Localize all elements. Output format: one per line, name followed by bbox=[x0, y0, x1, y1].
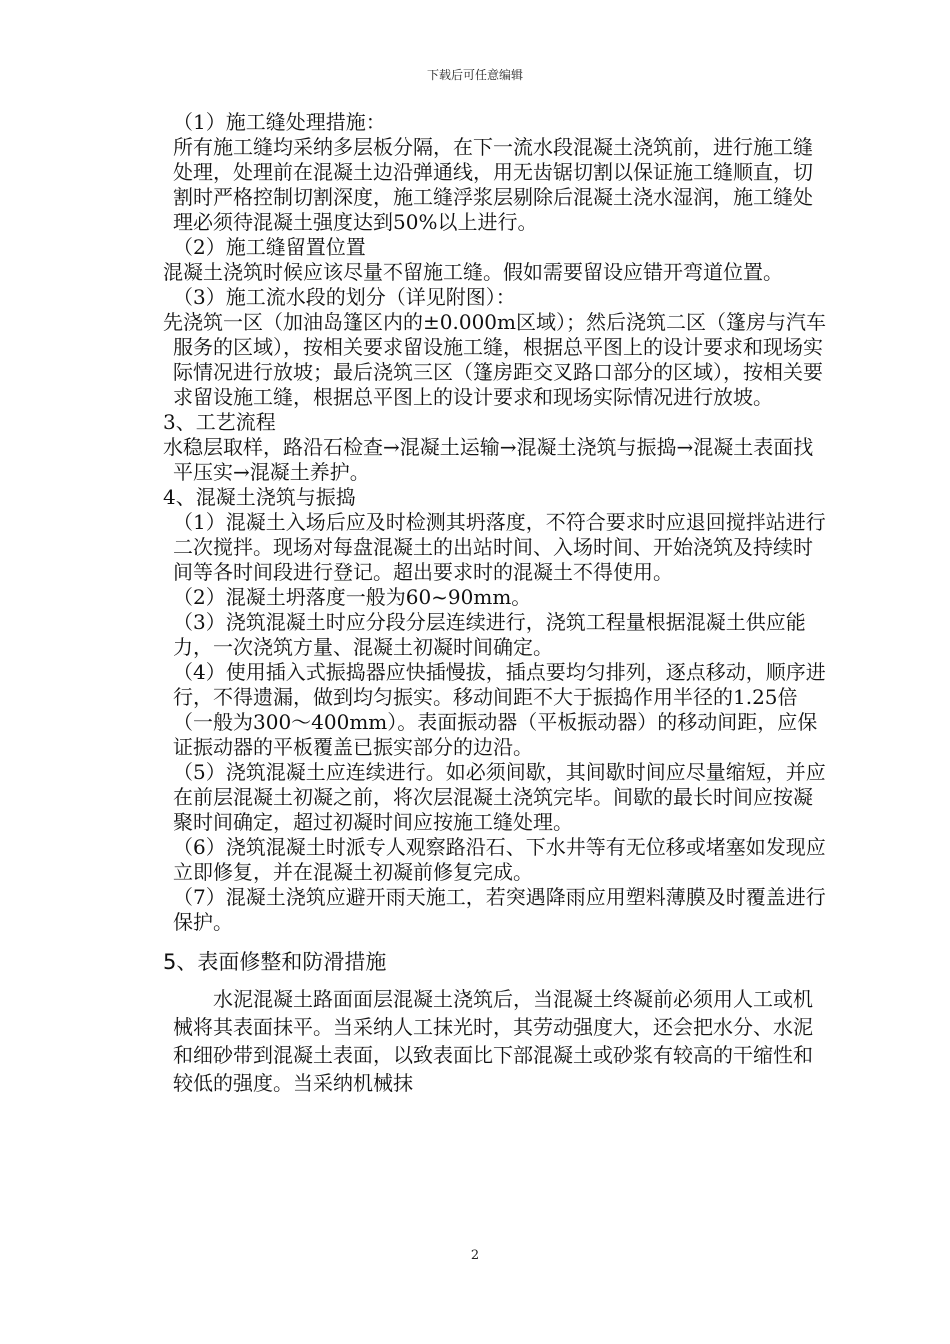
paragraph: （5）浇筑混凝土应连续进行。如必须间歇，其间歇时间应尽量缩短，并应在前层混凝土初凝之前，将次层混凝土浇筑完毕。间歇的最长时间应按凝聚时间确定，超过初凝时间应按施工缝处理。 bbox=[173, 760, 826, 834]
section-heading: 3、工艺流程 bbox=[163, 410, 276, 434]
section-5-heading: 5、表面修整和防滑措施 bbox=[163, 950, 387, 974]
paragraph: （3）浇筑混凝土时应分段分层连续进行，浇筑工程量根据混凝土供应能力，一次浇筑方量、混凝土初凝时间确定。 bbox=[173, 610, 806, 659]
paragraph-final: 水泥混凝土路面面层混凝土浇筑后，当混凝土终凝前必须用人工或机械将其表面抹平。当采纳人工抹光时，其劳动强度大，还会把水分、水泥和细砂带到混凝土表面，以致表面比下部混凝土或砂浆有较高的干缩性和较低的强度。当采纳机械抹 bbox=[173, 987, 813, 1095]
paragraph: （2）施工缝留置位置 bbox=[173, 235, 366, 259]
paragraph: （4）使用插入式振捣器应快插慢拔，插点要均匀排列，逐点移动，顺序进行，不得遗漏，做到均匀振实。移动间距不大于振捣作用半径的1.25倍（一般为300～400mm）。表面振动器（平板振动器）的移动间距，应保证振动器的平板覆盖已振实部分的边沿。 bbox=[173, 660, 826, 759]
paragraph: 所有施工缝均采纳多层板分隔，在下一流水段混凝土浇筑前，进行施工缝处理，处理前在混凝土边沿弹通线，用无齿锯切割以保证施工缝顺直，切割时严格控制切割深度，施工缝浮浆层剔除后混凝土浇水湿润，施工缝处理必须待混凝土强度达到50%以上进行。 bbox=[173, 135, 813, 234]
paragraph: 混凝土浇筑时候应该尽量不留施工缝。假如需要留设应错开弯道位置。 bbox=[163, 260, 783, 284]
paragraph: 先浇筑一区（加油岛篷区内的±0.000m区域）；然后浇筑二区（篷房与汽车服务的区域），按相关要求留设施工缝，根据总平图上的设计要求和现场实际情况进行放坡；最后浇筑三区（篷房距交叉路口部分的区域），按相关要求留设施工缝，根据总平图上的设计要求和现场实际情况进行放坡。 bbox=[163, 310, 826, 409]
paragraph: （3）施工流水段的划分（详见附图）： bbox=[173, 285, 516, 309]
paragraph: （1）施工缝处理措施： bbox=[173, 110, 386, 134]
paragraph: （7）混凝土浇筑应避开雨天施工，若突遇降雨应用塑料薄膜及时覆盖进行保护。 bbox=[173, 885, 826, 934]
document-body bbox=[163, 110, 828, 1097]
section-heading: 4、混凝土浇筑与振捣 bbox=[163, 485, 356, 509]
paragraph: （6）浇筑混凝土时派专人观察路沿石、下水井等有无位移或堵塞如发现应立即修复，并在混凝土初凝前修复完成。 bbox=[173, 835, 826, 884]
paragraph: （2）混凝土坍落度一般为60~90mm。 bbox=[173, 585, 532, 609]
page-number: 2 bbox=[470, 1248, 480, 1263]
page-header: 下载后可任意编辑 bbox=[426, 68, 523, 82]
paragraph: （1）混凝土入场后应及时检测其坍落度，不符合要求时应退回搅拌站进行二次搅拌。现场对每盘混凝土的出站时间、入场时间、开始浇筑及持续时间等各时间段进行登记。超出要求时的混凝土不得使用。 bbox=[173, 510, 826, 584]
paragraph: 水稳层取样，路沿石检查→混凝土运输→混凝土浇筑与振捣→混凝土表面找平压实→混凝土养护。 bbox=[163, 435, 814, 484]
